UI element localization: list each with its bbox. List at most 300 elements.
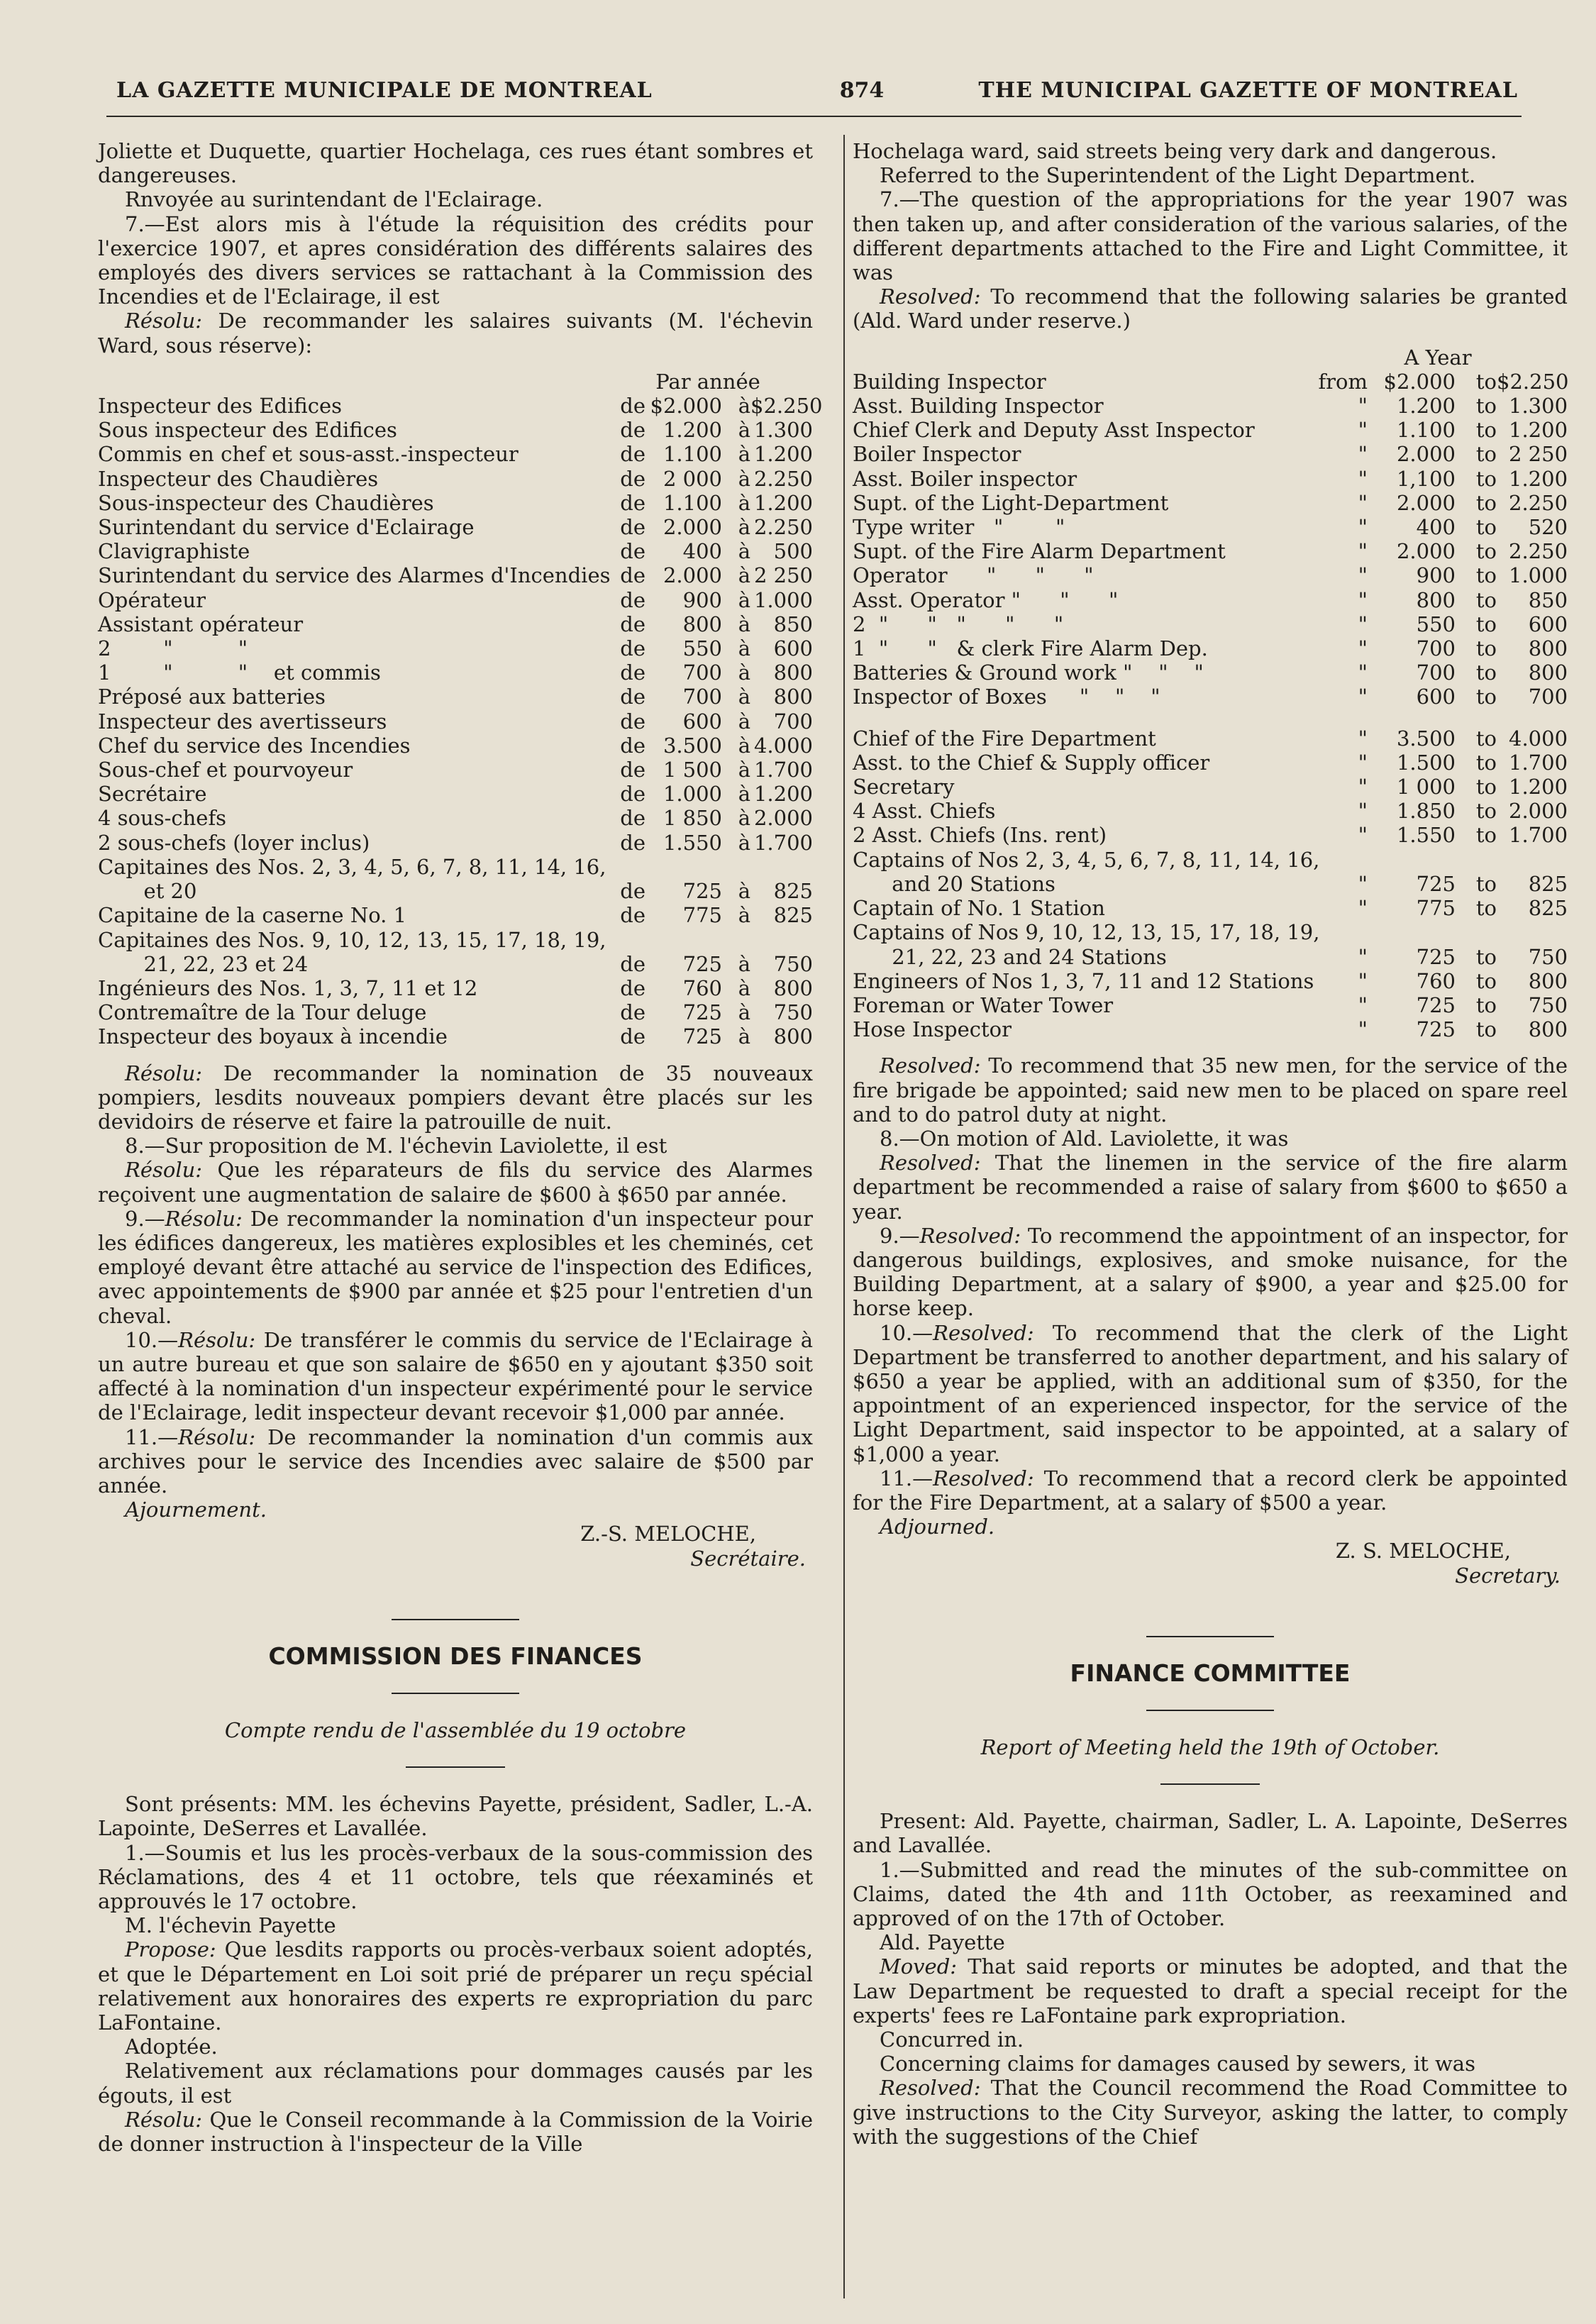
salary-min: 3.500	[663, 733, 722, 758]
resolution-text: De recommander les salaires suivants (M. l'échevin Ward, sous réserve):	[98, 309, 813, 358]
salary-max: 1.200	[753, 490, 813, 515]
salary-position: 1 " " & clerk Fire Alarm Dep.	[853, 636, 1208, 661]
salary-sep: à	[738, 1024, 750, 1049]
salary-row	[853, 945, 1568, 969]
resolution-text: De recommander la nomination de 35 nouveaux pompiers, lesdits nouveaux pompiers devant être placés sur les devidoirs de réserve et faire la patrouille de nuit.	[98, 1061, 813, 1134]
salary-sep: to	[1475, 442, 1497, 467]
resolution-text: De transférer le commis du service de l'Eclairage à un autre bureau et que son salaire de $650 en y ajoutant $350 soit affecté à la nomination d'un inspecteur expérimenté pour le service de l'Eclairage, ledit inspecteur devant recevoir $1,000 par année.	[98, 1327, 813, 1425]
fr-paragraph	[98, 1425, 813, 1498]
salary-prefix: "	[1358, 750, 1368, 775]
fr-paragraph: Joliette et Duquette, quartier Hochelaga, ces rues étant sombres et dangereuses.	[98, 139, 813, 188]
salary-row	[853, 563, 1568, 587]
header-left-title: LA GAZETTE MUNICIPALE DE MONTREAL	[116, 78, 653, 103]
resolution-label: Résolu:	[125, 309, 203, 333]
resolution-text: Que le Conseil recommande à la Commission de la Voirie de donner instruction à l'inspecteur de la Ville	[98, 2107, 813, 2157]
salary-sep: to	[1475, 750, 1497, 775]
salary-row	[853, 709, 1568, 726]
salary-sep: to	[1475, 539, 1497, 564]
salary-row	[853, 539, 1568, 563]
salary-prefix	[603, 855, 645, 879]
salary-row	[853, 823, 1568, 847]
salary-prefix: de	[620, 394, 645, 419]
salary-max: 800	[773, 660, 813, 685]
salary-min	[645, 855, 722, 879]
salary-sep: à	[738, 515, 750, 540]
salary-sep: to	[1475, 394, 1497, 419]
salary-position: Ingénieurs des Nos. 1, 3, 7, 11 et 12	[98, 975, 478, 1000]
salary-prefix	[1308, 709, 1368, 726]
resolution-text: To recommend that the clerk of the Light Department be transferred to another department, and his salary of $650 a year be applied, with an additional sum of $350, for the appointment of an experienced inspector, for the service of the Light Department, said inspector to be appointed, at a salary of $1,000 a year.	[853, 1320, 1568, 1466]
salary-prefix: de	[620, 612, 645, 636]
salary-sep: to	[1475, 944, 1497, 969]
signature-name: Z. S. MELOCHE,	[1335, 1539, 1511, 1564]
salary-prefix: de	[620, 879, 645, 904]
salary-prefix: "	[1358, 775, 1368, 799]
salary-max: 1.000	[753, 587, 813, 612]
salary-row	[853, 467, 1568, 491]
resolution-label: Resolved:	[880, 1053, 981, 1078]
salary-max: 750	[773, 1000, 813, 1025]
en-paragraph	[853, 1151, 1568, 1224]
en-paragraph	[853, 1466, 1568, 1515]
resolution-label: Résolu:	[125, 2107, 203, 2132]
salary-prefix: "	[1358, 660, 1368, 685]
salary-prefix: "	[1358, 726, 1368, 751]
salary-sep	[1456, 709, 1497, 726]
resolution-text: De recommander la nomination d'un inspecteur pour les édifices dangereux, les matières explosibles et les cheminés, cet employé devant être attaché au service de l'inspection des Edifices, avec appointements de $900 par année et $25 pour l'entretien d'un cheval.	[98, 1206, 813, 1328]
fr-salary-table	[98, 369, 823, 1049]
salary-prefix: "	[1358, 394, 1368, 419]
salary-prefix: "	[1358, 992, 1368, 1017]
salary-max: 1.300	[1509, 394, 1568, 419]
salary-max	[1497, 848, 1568, 872]
salary-position: Supt. of the Light-Department	[853, 490, 1169, 515]
salary-min: 725	[1416, 1017, 1456, 1042]
salary-position: Operator " " "	[853, 563, 1094, 588]
fr-paragraph	[98, 309, 813, 357]
salary-row	[853, 848, 1568, 872]
fr-paragraph	[98, 1061, 813, 1134]
resolution-text: To recommend that 35 new men, for the service of the fire brigade be appointed; said new men to be placed on spare reel and to do patrol duty at night.	[853, 1053, 1568, 1127]
item-number: 11.—	[125, 1424, 179, 1449]
salary-max	[750, 855, 813, 879]
salary-max: 825	[773, 879, 813, 904]
salary-min: 725	[1416, 871, 1456, 896]
salary-min: 1.550	[663, 830, 722, 855]
resolution-label: Résolu:	[125, 1158, 203, 1183]
salary-sep: to	[1475, 636, 1497, 661]
salary-prefix: "	[1358, 823, 1368, 848]
salary-position: Boiler Inspector	[853, 442, 1021, 467]
resolution-text: To recommend the appointment of an inspector, for dangerous buildings, explosives, and smoke nuisance, for the Building Department, at a salary of $900, a year and $25.00 for horse keep.	[853, 1223, 1568, 1321]
salary-position: 1 " " et commis	[98, 660, 381, 685]
salary-prefix: de	[620, 951, 645, 976]
salary-row	[853, 370, 1568, 394]
salary-min: 1.500	[1396, 750, 1456, 775]
salary-min: 1.850	[1396, 799, 1456, 824]
salary-min: 3.500	[1396, 726, 1456, 751]
en-paragraph: Concurred in.	[880, 2027, 1024, 2052]
salary-max: 800	[773, 975, 813, 1000]
salary-min: 1.200	[663, 418, 722, 443]
salary-max: 2 250	[1509, 442, 1568, 467]
salary-max: 1.700	[1509, 750, 1568, 775]
salary-min: 1 000	[1396, 775, 1456, 799]
page-header	[106, 74, 1518, 109]
salary-sep: à	[738, 660, 750, 685]
salary-sep: to	[1475, 896, 1497, 921]
salary-prefix: "	[1358, 1017, 1368, 1042]
item-number: 10.—	[880, 1320, 933, 1345]
salary-min: 2.000	[663, 563, 722, 588]
salary-row	[853, 636, 1568, 660]
salary-position: Sous inspecteur des Edifices	[98, 418, 397, 443]
fr-paragraph: 8.—Sur proposition de M. l'échevin Laviolette, il est	[125, 1134, 667, 1158]
resolution-text: To recommend that a record clerk be appointed for the Fire Department, at a salary of $500 a year.	[853, 1466, 1568, 1515]
salary-prefix: de	[620, 1000, 645, 1025]
salary-position: Surintendant du service des Alarmes d'Incendies	[98, 563, 611, 588]
fr-paragraph: 1.—Soumis et lus les procès-verbaux de la sous-commission des Réclamations, des 4 et 11 octobre, tels que réexaminés et approuvés le 17 octobre.	[98, 1840, 813, 1913]
page-number: 874	[839, 78, 885, 103]
salary-min: $2.000	[1383, 369, 1456, 394]
salary-min: 700	[1416, 636, 1456, 661]
salary-prefix: "	[1358, 587, 1368, 612]
salary-sep: à	[738, 612, 750, 636]
salary-max: 1.200	[1509, 466, 1568, 491]
salary-max: 2.250	[753, 466, 813, 491]
salary-position: Hose Inspector	[853, 1017, 1012, 1042]
fr-paragraph: Relativement aux réclamations pour dommages causés par les égouts, il est	[98, 2059, 813, 2108]
salary-row	[853, 442, 1568, 466]
resolution-label: Résolu:	[165, 1206, 243, 1231]
salary-row	[98, 685, 813, 709]
salary-max: 1.200	[753, 782, 813, 807]
salary-position: Inspecteur des Chaudières	[98, 466, 379, 491]
salary-position: 2 Asst. Chiefs (Ins. rent)	[853, 823, 1107, 848]
salary-sep	[1456, 920, 1497, 944]
en-salary-table	[853, 345, 1568, 1042]
salary-prefix: de	[620, 975, 645, 1000]
salary-max: $2.250	[750, 394, 823, 419]
salary-min	[1368, 920, 1456, 944]
salary-sep: à	[738, 466, 750, 491]
salary-position: Building Inspector	[853, 369, 1046, 394]
salary-row	[853, 418, 1568, 442]
salary-max: 600	[773, 636, 813, 661]
salary-prefix: de	[620, 830, 645, 855]
salary-row	[98, 442, 813, 466]
salary-max: 800	[1528, 968, 1568, 993]
salary-max: 520	[1528, 515, 1568, 540]
salary-min: 600	[682, 709, 722, 734]
salary-row	[98, 1000, 813, 1024]
salary-sep: to	[1475, 660, 1497, 685]
salary-sep: à	[738, 539, 750, 564]
salary-position: 2 " "	[98, 636, 248, 661]
salary-row	[98, 709, 813, 734]
salary-row	[853, 685, 1568, 709]
salary-prefix: "	[1358, 871, 1368, 896]
salary-min: 700	[1416, 660, 1456, 685]
salary-row	[853, 751, 1568, 775]
signature-name: Z.-S. MELOCHE,	[580, 1522, 756, 1546]
salary-prefix: de	[620, 539, 645, 564]
resolution-text: That said reports or minutes be adopted, and that the Law Department be requested to draft a special receipt for the experts' fees re LaFontaine park expropriation.	[853, 1954, 1568, 2027]
salary-row	[98, 515, 813, 539]
salary-position: Contremaître de la Tour deluge	[98, 1000, 427, 1025]
salary-max: 500	[773, 539, 813, 564]
salary-min: 725	[682, 1024, 722, 1049]
salary-sep: to	[1475, 799, 1497, 824]
salary-min: 1.000	[663, 782, 722, 807]
salary-sep: to	[1475, 871, 1497, 896]
salary-prefix: from	[1318, 369, 1368, 394]
salary-min: $2.000	[650, 394, 722, 419]
fr-paragraph	[98, 1328, 813, 1425]
salary-min: 2.000	[1396, 442, 1456, 467]
salary-prefix: de	[620, 418, 645, 443]
french-column	[98, 139, 823, 2157]
salary-position: 4 Asst. Chiefs	[853, 799, 996, 824]
salary-max: 800	[1528, 660, 1568, 685]
salary-min: 760	[1416, 968, 1456, 993]
salary-position: Capitaines des Nos. 9, 10, 12, 13, 15, 17, 18, 19,	[98, 927, 606, 952]
salary-prefix: de	[620, 685, 645, 709]
resolution-label: Resolved:	[880, 1151, 981, 1175]
salary-position: Chef du service des Incendies	[98, 733, 411, 758]
salary-position: Asst. Building Inspector	[853, 394, 1104, 419]
resolution-label: Moved:	[880, 1954, 958, 1979]
salary-prefix: "	[1358, 968, 1368, 993]
salary-min: 700	[682, 660, 722, 685]
salary-max: 700	[773, 709, 813, 734]
salary-sep: à	[738, 951, 750, 976]
salary-min: 2 000	[663, 466, 722, 491]
salary-prefix: de	[620, 636, 645, 661]
salary-sep: à	[738, 879, 750, 904]
salary-sep: à	[738, 709, 750, 734]
en-paragraph	[853, 1053, 1568, 1127]
salary-position: Foreman or Water Tower	[853, 992, 1114, 1017]
salary-row	[853, 726, 1568, 751]
salary-position: Batteries & Ground work " " "	[853, 660, 1204, 685]
table-header: Par année	[655, 369, 760, 394]
adjournment: Ajournement.	[125, 1498, 267, 1522]
salary-row	[98, 588, 813, 612]
adjournment: Adjourned.	[880, 1515, 995, 1539]
salary-sep: to	[1475, 515, 1497, 540]
salary-position: Secrétaire	[98, 782, 207, 807]
salary-prefix: "	[1358, 515, 1368, 540]
salary-row	[853, 1017, 1568, 1041]
resolution-label: Resolved:	[880, 2076, 981, 2101]
salary-min: 900	[1416, 563, 1456, 588]
salary-max: 2 250	[753, 563, 813, 588]
salary-row	[853, 491, 1568, 515]
salary-min: 400	[682, 539, 722, 564]
salary-sep: to	[1475, 775, 1497, 799]
salary-prefix: "	[1358, 685, 1368, 709]
item-number: 10.—	[125, 1327, 179, 1352]
salary-row	[853, 515, 1568, 539]
en-paragraph: 1.—Submitted and read the minutes of the sub-committee on Claims, dated the 4th and 11th October, as reexamined and approved of on the 17th of October.	[853, 1857, 1568, 1930]
salary-sep: à	[738, 490, 750, 515]
salary-min: 725	[682, 879, 722, 904]
salary-max: 1.700	[753, 830, 813, 855]
en-paragraph: 7.—The question of the appropriations for the year 1907 was then taken up, and after consideration of the various salaries, of the different departments attached to the Fire and Light Committee, it was	[853, 187, 1568, 285]
salary-prefix: de	[620, 563, 645, 588]
salary-prefix: de	[620, 660, 645, 685]
salary-min: 1,100	[1396, 466, 1456, 491]
salary-row	[853, 872, 1568, 896]
salary-position: Inspecteur des boyaux à incendie	[98, 1024, 448, 1049]
salary-row	[98, 563, 813, 587]
salary-row	[98, 928, 813, 952]
salary-max: 1.200	[1509, 418, 1568, 443]
salary-prefix: "	[1358, 799, 1368, 824]
salary-sep: to	[1475, 563, 1497, 588]
salary-position: Asst. Operator " " "	[853, 587, 1119, 612]
salary-position: Surintendant du service d'Eclairage	[98, 515, 475, 540]
salary-min: 400	[1416, 515, 1456, 540]
salary-min: 760	[682, 975, 722, 1000]
item-number: 11.—	[880, 1466, 933, 1490]
salary-position: 2 sous-chefs (loyer inclus)	[98, 830, 370, 855]
section-subtitle: Report of Meeting held the 19th of October.	[980, 1734, 1440, 1759]
salary-position: Inspector of Boxes " " "	[853, 685, 1160, 709]
salary-sep: à	[738, 685, 750, 709]
salary-min: 775	[1416, 896, 1456, 921]
salary-max: 800	[1528, 636, 1568, 661]
salary-sep: à	[738, 563, 750, 588]
fr-paragraph	[98, 1158, 813, 1206]
salary-row	[98, 952, 813, 976]
salary-position: 21, 22, 23 and 24 Stations	[853, 944, 1167, 969]
en-paragraph	[853, 284, 1568, 333]
salary-max: 1.700	[1509, 823, 1568, 848]
signature-title: Secrétaire.	[690, 1546, 806, 1571]
salary-prefix: de	[620, 490, 645, 515]
salary-sep	[722, 855, 750, 879]
salary-max: 825	[1528, 896, 1568, 921]
salary-sep: to	[1475, 1017, 1497, 1042]
resolution-text: To recommend that the following salaries be granted (Ald. Ward under reserve.)	[853, 284, 1568, 333]
salary-max: 850	[1528, 587, 1568, 612]
salary-max: 2.250	[1509, 539, 1568, 564]
salary-prefix: "	[1358, 563, 1368, 588]
en-paragraph	[853, 1224, 1568, 1321]
salary-row	[98, 394, 813, 418]
salary-min: 550	[1416, 612, 1456, 636]
salary-max: 1.300	[753, 418, 813, 443]
salary-min: 1.550	[1396, 823, 1456, 848]
salary-prefix: de	[620, 782, 645, 807]
salary-position: Captains of Nos 2, 3, 4, 5, 6, 7, 8, 11, 14, 16,	[853, 847, 1320, 872]
salary-position: 4 sous-chefs	[98, 806, 227, 831]
salary-prefix: de	[620, 806, 645, 831]
salary-row	[853, 969, 1568, 993]
salary-max: 750	[773, 951, 813, 976]
resolution-text: Que lesdits rapports ou procès-verbaux soient adoptés, et que le Département en Loi soit prié de préparer un reçu spécial relativement aux honoraires des experts re expropriation du parc LaFontaine.	[98, 1937, 813, 2035]
salary-row	[853, 588, 1568, 612]
salary-min: 775	[682, 903, 722, 928]
resolution-text: That the Council recommend the Road Committee to give instructions to the City Surveyor, asking the latter, to comply with the suggestions of the Chief	[853, 2076, 1568, 2149]
salary-position	[853, 709, 1308, 726]
salary-position: Assistant opérateur	[98, 612, 304, 636]
salary-position: Capitaine de la caserne No. 1	[98, 903, 407, 928]
salary-max: 825	[1528, 871, 1568, 896]
resolution-label: Résolu:	[125, 1061, 203, 1085]
salary-sep: à	[738, 442, 750, 467]
table-header: A Year	[1404, 345, 1472, 370]
salary-max: 2.000	[1509, 799, 1568, 824]
salary-position: Commis en chef et sous-asst.-inspecteur	[98, 442, 519, 467]
salary-row	[853, 920, 1568, 944]
en-paragraph: Referred to the Superintendent of the Light Department.	[880, 163, 1476, 188]
salary-max: 825	[773, 903, 813, 928]
salary-sep: to	[1475, 418, 1497, 443]
salary-max: 1.200	[1509, 775, 1568, 799]
salary-max: 850	[773, 612, 813, 636]
salary-prefix: de	[620, 758, 645, 782]
section-title: FINANCE COMMITTEE	[1070, 1659, 1351, 1687]
salary-position: Sous-inspecteur des Chaudières	[98, 490, 434, 515]
salary-max: 1.200	[753, 442, 813, 467]
resolution-text: De recommander la nomination d'un commis aux archives pour le service des Incendies avec salaire de $500 par année.	[98, 1424, 813, 1498]
salary-sep: à	[738, 806, 750, 831]
salary-max: 2.250	[753, 515, 813, 540]
salary-max	[1497, 709, 1568, 726]
salary-position: Inspecteur des Edifices	[98, 394, 343, 419]
salary-sep: à	[738, 903, 750, 928]
salary-position: Supt. of the Fire Alarm Department	[853, 539, 1226, 564]
salary-row	[98, 636, 813, 660]
salary-min: 900	[682, 587, 722, 612]
salary-position: Captains of Nos 9, 10, 12, 13, 15, 17, 18, 19,	[853, 920, 1320, 945]
salary-sep: to	[1475, 612, 1497, 636]
salary-max: 800	[1528, 1017, 1568, 1042]
fr-paragraph	[98, 1207, 813, 1328]
section-subtitle: Compte rendu de l'assemblée du 19 octobre	[224, 1717, 687, 1742]
salary-prefix: de	[620, 709, 645, 734]
salary-min: 700	[682, 685, 722, 709]
salary-min	[1368, 709, 1456, 726]
english-column	[853, 139, 1568, 2149]
salary-position: Engineers of Nos 1, 3, 7, 11 and 12 Stations	[853, 968, 1314, 993]
salary-prefix: "	[1358, 612, 1368, 636]
salary-max: 800	[773, 685, 813, 709]
salary-prefix: de	[620, 466, 645, 491]
en-paragraph: 8.—On motion of Ald. Laviolette, it was	[880, 1126, 1289, 1151]
resolution-label: Resolved:	[933, 1466, 1034, 1490]
salary-min: 1.100	[663, 442, 722, 467]
salary-position: Capitaines des Nos. 2, 3, 4, 5, 6, 7, 8, 11, 14, 16,	[98, 854, 606, 879]
salary-sep: to	[1475, 968, 1497, 993]
salary-row	[853, 394, 1568, 418]
salary-min: 725	[1416, 992, 1456, 1017]
salary-position: Type writer " "	[853, 515, 1065, 540]
salary-prefix: "	[1358, 636, 1368, 661]
salary-max: 750	[1528, 992, 1568, 1017]
salary-row	[98, 879, 813, 903]
salary-max: 4.000	[1509, 726, 1568, 751]
salary-row	[98, 734, 813, 758]
salary-position: Chief Clerk and Deputy Asst Inspector	[853, 418, 1255, 443]
en-paragraph: Ald. Payette	[880, 1930, 1005, 1955]
salary-position: Sous-chef et pourvoyeur	[98, 758, 353, 782]
salary-sep: to	[1475, 992, 1497, 1017]
fr-paragraph	[98, 1937, 813, 2035]
